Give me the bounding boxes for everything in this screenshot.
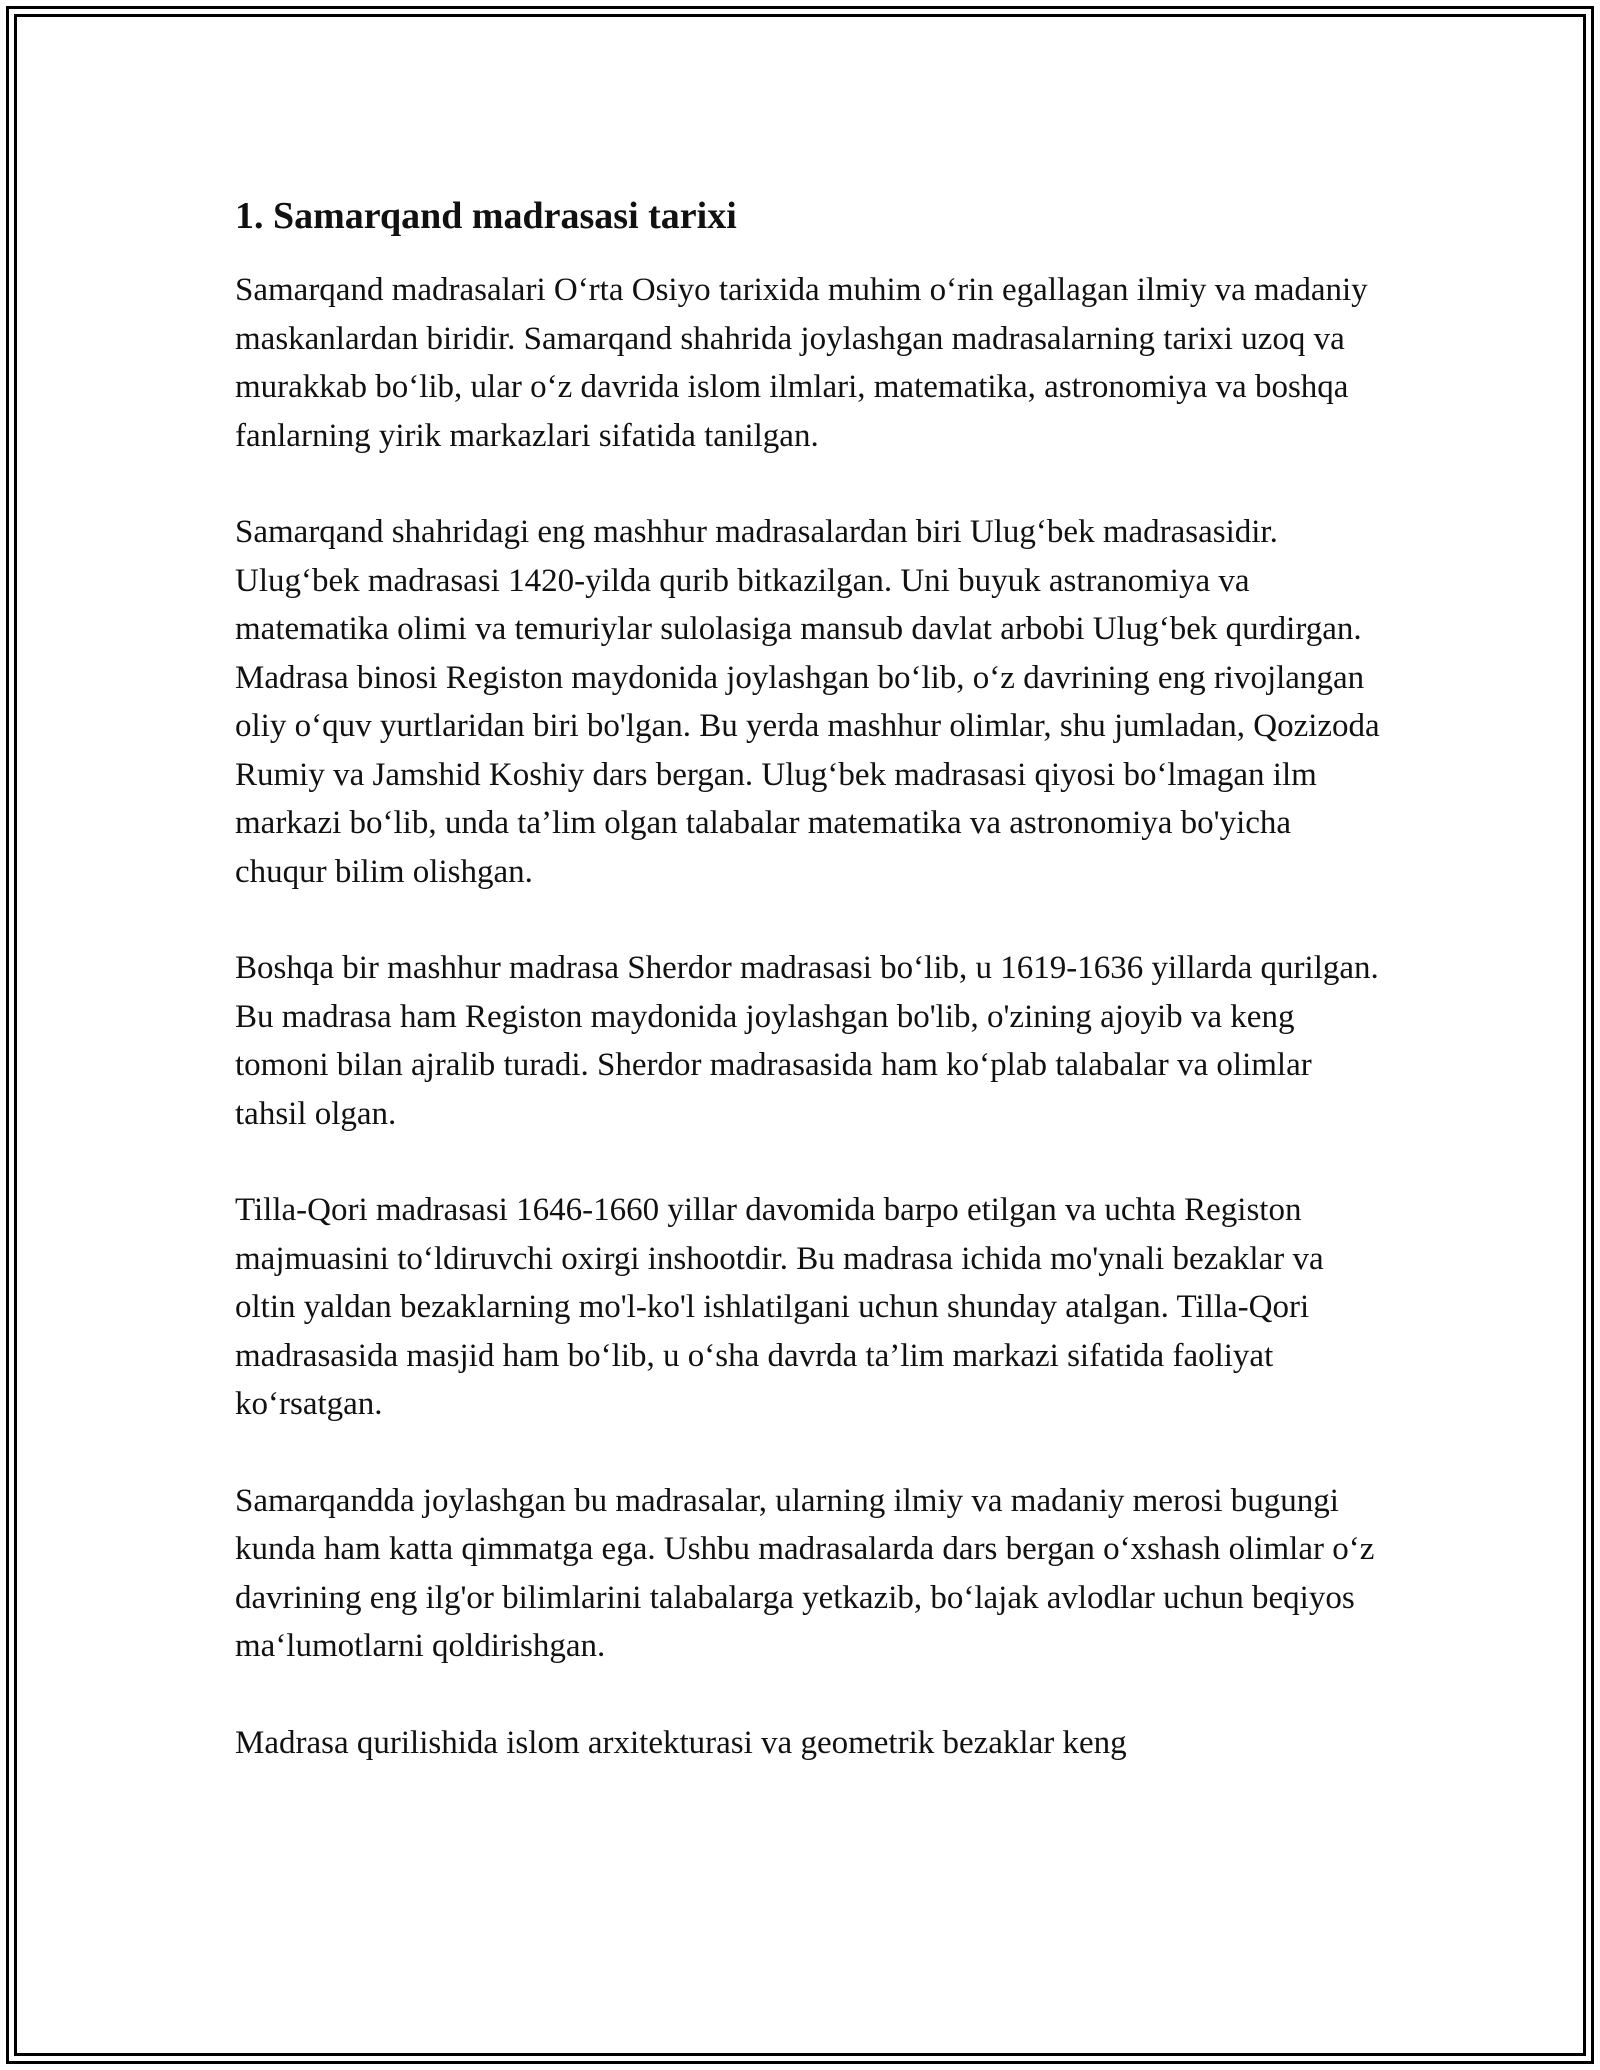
document-body (235, 186, 1385, 1815)
paragraph-tilla-qori-madrasa: Tilla-Qori madrasasi 1646-1660 yillar davomida barpo etilgan va uchta Registon majmuasini toʻldiruvchi oxirgi inshootdir. Bu madrasa ichida mo'ynali bezaklar va oltin yaldan bezaklarning mo'l-ko'l ishlatilgani uchun shunday atalgan. Tilla-Qori madrasasida masjid ham boʻlib, u oʻsha davrda ta’lim markazi sifatida faoliyat koʻrsatgan. (235, 1192, 1324, 1422)
paragraph-architecture: Madrasa qurilishida islom arxitekturasi va geometrik bezaklar keng (235, 1724, 1127, 1761)
section-heading: 1. Samarqand madrasasi tarixi (235, 195, 737, 237)
paragraph-sherdor-madrasa: Boshqa bir mashhur madrasa Sherdor madrasasi boʻlib, u 1619-1636 yillarda qurilgan. Bu madrasa ham Registon maydonida joylashgan bo'lib, o'zining ajoyib va keng tomoni bilan ajralib turadi. Sherdor madrasasida ham koʻplab talabalar va olimlar tahsil olgan. (235, 950, 1379, 1132)
paragraph-ulugbek-madrasa: Samarqand shahridagi eng mashhur madrasalardan biri Ulugʻbek madrasasidir. Ulugʻbek madrasasi 1420-yilda qurib bitkazilgan. Uni buyuk astranomiya va matematika olimi va temuriylar sulolasiga mansub davlat arbobi Ulugʻbek qurdirgan. Madrasa binosi Registon maydonida joylashgan boʻlib, oʻz davrining eng rivojlangan oliy oʻquv yurtlaridan biri bo'lgan. Bu yerda mashhur olimlar, shu jumladan, Qozizoda Rumiy va Jamshid Koshiy dars bergan. Ulugʻbek madrasasi qiyosi boʻlmagan ilm markazi boʻlib, unda ta’lim olgan talabalar matematika va astronomiya bo'yicha chuqur bilim olishgan. (235, 514, 1380, 890)
paragraph-intro: Samarqand madrasalari Oʻrta Osiyo tarixida muhim oʻrin egallagan ilmiy va madaniy maskanlardan biridir. Samarqand shahrida joylashgan madrasalarning tarixi uzoq va murakkab boʻlib, ular oʻz davrida islom ilmlari, matematika, astronomiya va boshqa fanlarning yirik markazlari sifatida tanilgan. (235, 272, 1368, 454)
paragraph-legacy: Samarqandda joylashgan bu madrasalar, ularning ilmiy va madaniy merosi bugungi kunda ham katta qimmatga ega. Ushbu madrasalarda dars bergan oʻxshash olimlar oʻz davrining eng ilg'or bilimlarini talabalarga yetkazib, boʻlajak avlodlar uchun beqiyos maʻlumotlarni qoldirishgan. (235, 1482, 1375, 1664)
